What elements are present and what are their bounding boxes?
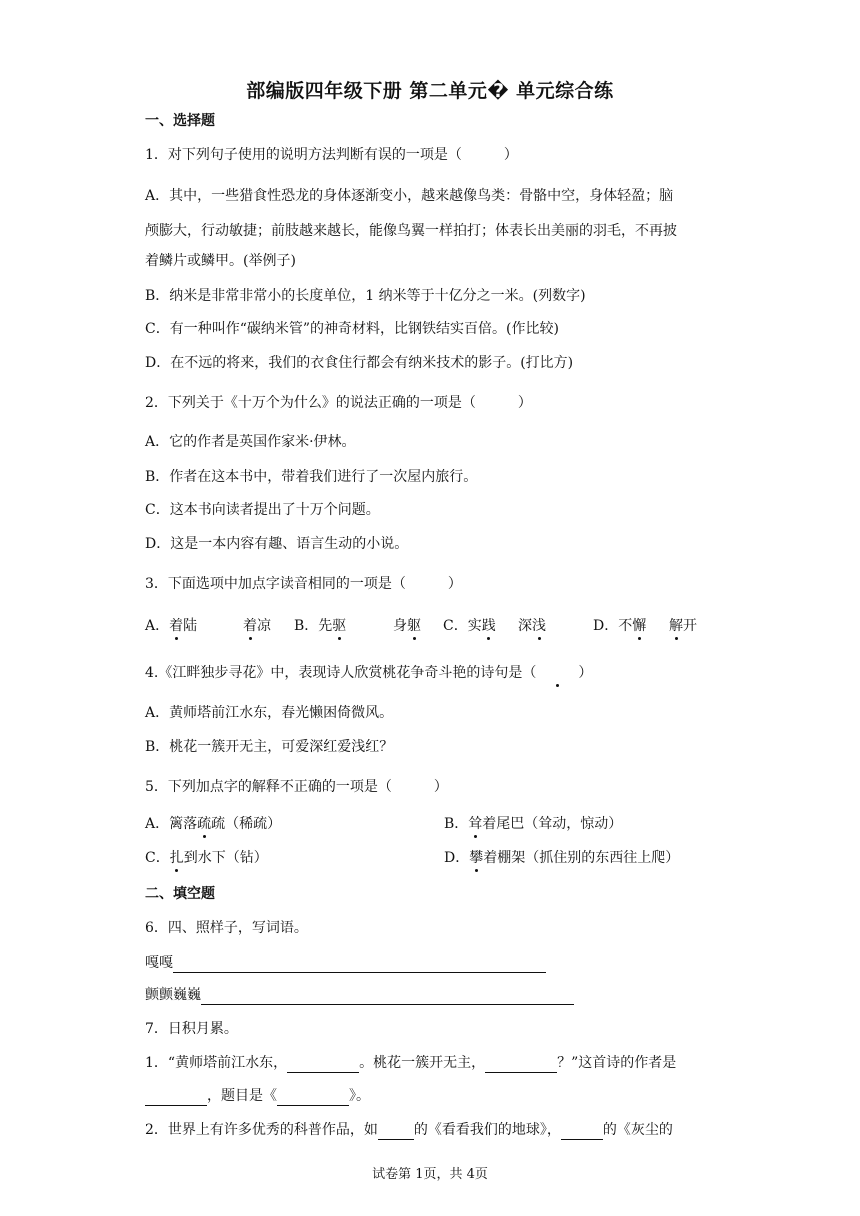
question-3-stem: 3．下面选项中加点字读音相同的一项是（ ） xyxy=(145,576,462,592)
answer-blank[interactable] xyxy=(378,1123,414,1140)
question-3-option-c: C．实践 xyxy=(443,618,496,634)
question-1-option-a-line3: 着鳞片或鳞甲。(举例子) xyxy=(145,253,296,269)
answer-blank[interactable] xyxy=(145,1089,207,1106)
section-heading-fill: 二、填空题 xyxy=(145,886,215,902)
question-3-option-b-word2: 身躯 xyxy=(393,618,421,634)
question-4-option-a: A．黄师塔前江水东，春光懒困倚微风。 xyxy=(145,705,394,721)
answer-blank[interactable] xyxy=(561,1123,603,1140)
question-1-option-b: B．纳米是非常非常小的长度单位，1 纳米等于十亿分之一米。(列数字) xyxy=(145,288,586,304)
answer-blank[interactable] xyxy=(287,1056,359,1073)
answer-blank[interactable] xyxy=(277,1089,349,1106)
question-3-option-a: A．着陆 xyxy=(145,618,198,634)
section-heading-choice: 一、选择题 xyxy=(145,113,215,129)
question-3-option-b: B．先驱 xyxy=(294,618,347,634)
page-title: 部编版四年级下册 第二单元� 单元综合练 xyxy=(246,80,614,102)
question-7-line-1: 1．“黄师塔前江水东， 。桃花一簇开无主， ？”这首诗的作者是 xyxy=(145,1055,677,1071)
question-1-option-c: C．有一种叫作“碳纳米管”的神奇材料，比钢铁结实百倍。(作比较) xyxy=(145,321,559,337)
page-footer: 试卷第 1页，共 4页 xyxy=(372,1167,488,1182)
question-3-option-a-word2: 着凉 xyxy=(243,618,271,634)
question-1-option-a-line1: A．其中，一些猎食性恐龙的身体逐渐变小，越来越像鸟类：骨骼中空，身体轻盈；脑 xyxy=(145,188,674,204)
question-2-option-b: B．作者在这本书中，带着我们进行了一次屋内旅行。 xyxy=(145,469,478,485)
question-6-stem: 6．四、照样子，写词语。 xyxy=(145,920,308,936)
question-1-option-d: D．在不远的将来，我们的衣食住行都会有纳米技术的影子。(打比方) xyxy=(145,355,574,371)
question-6-example-1: 嘎嘎 xyxy=(145,953,546,973)
question-2-option-a: A．它的作者是英国作家米·伊林。 xyxy=(145,434,356,450)
question-2-stem: 2．下列关于《十万个为什么》的说法正确的一项是（ ） xyxy=(145,395,532,411)
question-6-example-2: 颤颤巍巍 xyxy=(145,985,574,1005)
question-2-option-c: C．这本书向读者提出了十万个问题。 xyxy=(145,502,380,518)
answer-blank[interactable] xyxy=(173,956,546,973)
question-4-stem: 4.《江畔独步寻花》中，表现诗人欣赏桃花争奇斗艳的诗句是（ ） xyxy=(145,665,593,681)
question-3-option-c-word2: 深浅 xyxy=(518,618,546,634)
question-5-option-b: B．耸着尾巴（耸动，惊动） xyxy=(444,816,623,832)
question-2-option-d: D．这是一本内容有趣、语言生动的小说。 xyxy=(145,536,409,552)
question-5-option-d: D．攀着棚架（抓住别的东西往上爬） xyxy=(444,850,680,866)
question-5-option-a: A．篱落疏疏（稀疏） xyxy=(145,816,282,832)
question-5-option-c: C．扎到水下（钻） xyxy=(145,850,268,866)
question-1-option-a-line2: 颅膨大，行动敏捷；前肢越来越长，能像鸟翼一样拍打；体表长出美丽的羽毛，不再披 xyxy=(145,223,677,239)
answer-blank[interactable] xyxy=(485,1056,557,1073)
question-3-option-d-word2: 解开 xyxy=(669,618,697,634)
question-7-line-2: ，题目是《 》。 xyxy=(145,1086,370,1106)
question-4-option-b: B．桃花一簇开无主，可爱深红爱浅红？ xyxy=(145,739,394,755)
question-1-stem: 1．对下列句子使用的说明方法判断有误的一项是（ ） xyxy=(145,147,518,163)
question-7-line-3: 2．世界上有许多优秀的科普作品，如 的《看看我们的地球》， 的《灰尘的 xyxy=(145,1122,673,1138)
question-3-option-d: D．不懈 xyxy=(593,618,647,634)
question-7-stem: 7．日积月累。 xyxy=(145,1021,238,1037)
question-5-stem: 5．下列加点字的解释不正确的一项是（ ） xyxy=(145,779,448,795)
answer-blank[interactable] xyxy=(201,988,574,1005)
